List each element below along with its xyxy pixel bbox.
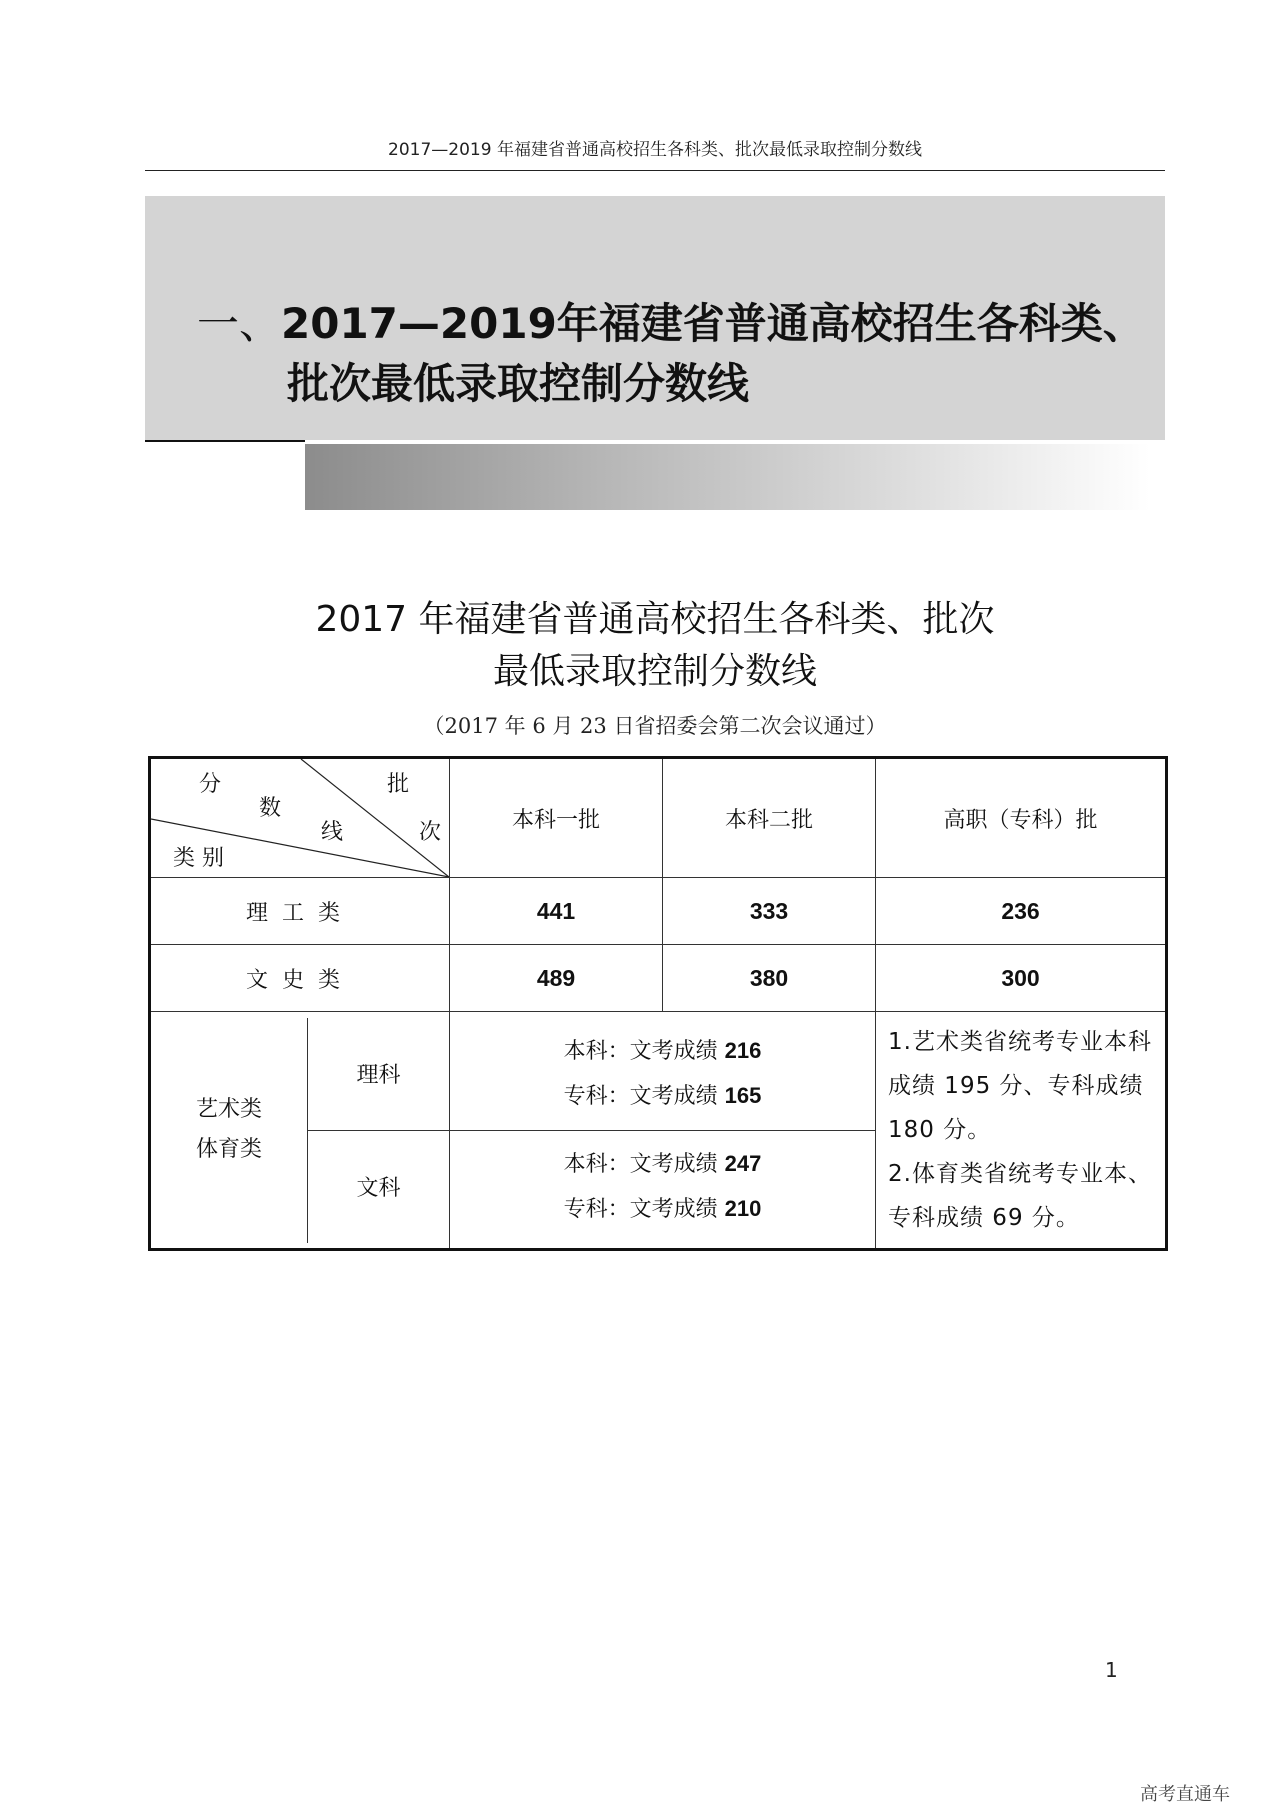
corner-cell [150, 758, 450, 878]
score-table [148, 756, 1168, 1251]
art-notes-cell [876, 1012, 1167, 1250]
table-row [150, 878, 1167, 945]
art-sports-cell [150, 1012, 450, 1250]
watermark: 高考直通车 [1140, 1784, 1230, 1805]
art-science-scores [450, 1012, 876, 1250]
art-sports-subtable [151, 1018, 449, 1243]
column-header-vocational: 高职（专科）批 [876, 758, 1167, 878]
table-title-line2: 最低录取控制分数线 [492, 651, 817, 692]
score-science-tier1: 441 [450, 878, 663, 945]
art-line-prefix: 本科：文考成绩 [563, 1152, 718, 1177]
section-title-prefix: 一、 [197, 299, 282, 348]
table-title-line1: 2017 年福建省普通高校招生各科类、批次 [315, 599, 995, 640]
score-arts-tier1: 489 [450, 945, 663, 1012]
section-banner [145, 196, 1165, 440]
art-liberal-vocational [450, 1187, 875, 1232]
table-title [145, 594, 1165, 698]
score-science-tier2: 333 [663, 878, 876, 945]
corner-label-ci: 次 [419, 820, 442, 845]
row-label-liberal-arts: 文史类 [150, 945, 450, 1012]
art-group-label-sports: 体育类 [195, 1137, 262, 1162]
art-group-label-art: 艺术类 [195, 1097, 262, 1122]
art-line-value: 247 [724, 1151, 762, 1176]
page-number: 1 [1105, 1658, 1118, 1682]
art-line-value: 165 [724, 1083, 762, 1108]
art-line-value: 216 [724, 1038, 762, 1063]
corner-label-leibie: 类 别 [173, 846, 224, 871]
art-group-label [151, 1018, 308, 1243]
table-row [150, 945, 1167, 1012]
art-line-prefix: 专科：文考成绩 [563, 1197, 718, 1222]
banner-underline [145, 440, 305, 442]
section-title-line2: 批次最低录取控制分数线 [287, 359, 750, 408]
score-science-vocational: 236 [876, 878, 1167, 945]
art-liberal-undergrad [450, 1142, 875, 1187]
art-line-value: 210 [724, 1196, 762, 1221]
row-label-science: 理工类 [150, 878, 450, 945]
header-rule [145, 170, 1165, 171]
running-header: 2017—2019 年福建省普通高校招生各科类、批次最低录取控制分数线 [388, 140, 922, 160]
column-header-tier1: 本科一批 [450, 758, 663, 878]
corner-label-fen: 分 [199, 772, 222, 797]
section-title [197, 294, 1157, 414]
art-sub-label-science: 理科 [308, 1018, 450, 1131]
art-note-1: 1.艺术类省统考专业本科成绩 195 分、专科成绩 180 分。 [888, 1029, 1152, 1143]
art-line-prefix: 专科：文考成绩 [563, 1084, 718, 1109]
art-science-undergrad [450, 1029, 875, 1074]
table-row [150, 1012, 1167, 1250]
section-title-line1: 2017—2019年福建省普通高校招生各科类、 [281, 299, 1145, 348]
score-arts-vocational: 300 [876, 945, 1167, 1012]
column-header-tier2: 本科二批 [663, 758, 876, 878]
art-sub-label-liberal: 文科 [356, 1176, 401, 1201]
art-science-vocational [450, 1074, 875, 1119]
art-line-prefix: 本科：文考成绩 [563, 1039, 718, 1064]
corner-label-pi: 批 [387, 772, 410, 797]
banner-gradient-bar [305, 444, 1150, 510]
table-note: （2017 年 6 月 23 日省招委会第二次会议通过） [423, 714, 887, 738]
art-note-2: 2.体育类省统考专业本、专科成绩 69 分。 [888, 1161, 1152, 1231]
corner-label-xian: 线 [321, 820, 344, 845]
table-header-row [150, 758, 1167, 878]
corner-label-shu: 数 [259, 796, 282, 821]
score-arts-tier2: 380 [663, 945, 876, 1012]
